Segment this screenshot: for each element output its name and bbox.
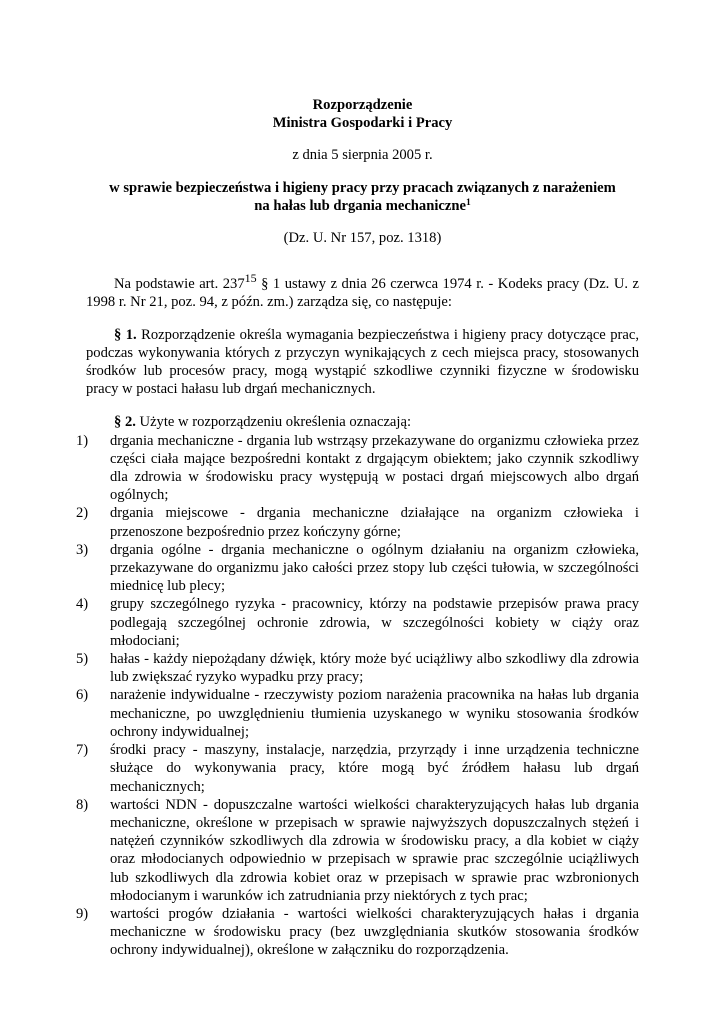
- definition-number: 9): [76, 905, 89, 922]
- definition-number: 1): [76, 432, 89, 449]
- definition-number: 8): [76, 796, 89, 813]
- regulation-date: z dnia 5 sierpnia 2005 r.: [292, 147, 433, 164]
- definition-item: [76, 741, 639, 796]
- definitions-list: [76, 432, 639, 960]
- title-line-2: Ministra Gospodarki i Pracy: [272, 115, 453, 132]
- section-2-label: § 2.: [114, 414, 136, 431]
- definition-item: [76, 796, 639, 905]
- section-1: [86, 326, 639, 399]
- definition-number: 6): [76, 687, 89, 704]
- definition-text: drgania mechaniczne - drgania lub wstrząsy przekazywane do organizmu człowieka przez części ciała mające bezpośredni kontakt z drgającym obiektem; jako czynnik szkodliwy dla zdrowia w środowisku pracy występują w postaci drgań miejscowych albo drgań ogólnych;: [110, 432, 639, 504]
- definition-text: drgania ogólne - drgania mechaniczne o ogólnym działaniu na organizm człowieka, przekazywane do organizmu jako całości przez stopy lub części tułowia, w szczególności miednicę lub plecy;: [110, 541, 639, 595]
- definition-number: 7): [76, 742, 89, 759]
- preamble-start: Na podstawie art. 237: [114, 276, 245, 293]
- definition-text: wartości NDN - dopuszczalne wartości wielkości charakteryzujących hałas lub drgania mechaniczne, określone w przepisach w sprawie najwyższych dopuszczalnych stężeń i natężeń czynników szkodliwych dla zdrowia w środowisku pracy, a dla kobiet w ciąży oraz młodocianych odpowiednio w przepisach w sprawie prac szczególnie uciążliwych lub szkodliwych dla zdrowia kobiet oraz w przepisach w sprawie prac wzbronionych młodocianym i warunków ich zatrudniania przy niektórych z tych prac;: [110, 796, 639, 904]
- footnote-marker: 1: [465, 197, 471, 208]
- regulation-title: [86, 96, 639, 132]
- document-page: [76, 96, 639, 960]
- section-2-text: Użyte w rozporządzeniu określenia oznaczają:: [135, 414, 411, 431]
- journal-reference: (Dz. U. Nr 157, poz. 1318): [283, 230, 442, 247]
- definition-text: drgania miejscowe - drgania mechaniczne działające na organizm człowieka i przenoszone bezpośrednio przez kończyny górne;: [110, 505, 639, 540]
- definition-item: [76, 686, 639, 741]
- definition-item: [76, 650, 639, 686]
- definition-text: środki pracy - maszyny, instalacje, narzędzia, przyrządy i inne urządzenia techniczne służące do wykonywania pracy, które mogą być źródłem hałasu lub drgań mechanicznych;: [110, 742, 639, 795]
- definition-number: 4): [76, 596, 89, 613]
- definition-item: [76, 541, 639, 596]
- definition-number: 3): [76, 541, 89, 558]
- definition-text: hałas - każdy niepożądany dźwięk, który może być uciążliwy albo szkodliwy dla zdrowia lub zwiększać ryzyko wypadku przy pracy;: [110, 651, 639, 686]
- definition-number: 5): [76, 651, 89, 668]
- section-1-text: Rozporządzenie określa wymagania bezpieczeństwa i higieny pracy dotyczące prac, podczas wykonywania których z przyczyn wynikających z cech miejsca pracy, stosowanych środków lub procesów pracy, mogą wystąpić szkodliwe czynniki fizyczne w środowisku pracy w postaci hałasu lub drgań mechanicznych.: [86, 326, 639, 398]
- section-2: [86, 413, 639, 431]
- subject-line-2-text: na hałas lub drgania mechaniczne: [254, 197, 466, 214]
- article-superscript: 15: [244, 271, 257, 286]
- regulation-subject: [86, 179, 639, 215]
- definition-item: [76, 432, 639, 505]
- subject-line-1: w sprawie bezpieczeństwa i higieny pracy przy pracach związanych z narażeniem: [109, 179, 616, 196]
- preamble: [86, 271, 639, 311]
- definition-text: wartości progów działania - wartości wielkości charakteryzujących hałas i drgania mechaniczne w środowisku pracy (bez uwzględniania skutków stosowania środków ochrony indywidualnej), określone w załączniku do rozporządzenia.: [110, 905, 639, 959]
- definition-item: [76, 595, 639, 650]
- section-1-label: § 1.: [114, 326, 137, 343]
- title-line-1: Rozporządzenie: [312, 97, 413, 113]
- definition-text: narażenie indywidualne - rzeczywisty poziom narażenia pracownika na hałas lub drgania mechaniczne, po uwzględnieniu tłumienia uzyskanego w wyniku stosowania środków ochrony indywidualnej;: [110, 687, 639, 740]
- definition-text: grupy szczególnego ryzyka - pracownicy, którzy na podstawie przepisów prawa pracy podlegają szczególnej ochronie zdrowia, w szczególności kobiety w ciąży oraz młodociani;: [110, 596, 639, 649]
- definition-item: [76, 504, 639, 540]
- subject-line-2: [86, 197, 639, 215]
- preamble-rest: § 1 ustawy z dnia 26 czerwca 1974 r. - Kodeks pracy (Dz. U. z 1998 r. Nr 21, poz. 94, z późn. zm.) zarządza się, co następuje:: [86, 276, 639, 311]
- definition-item: [76, 905, 639, 960]
- definition-number: 2): [76, 505, 89, 522]
